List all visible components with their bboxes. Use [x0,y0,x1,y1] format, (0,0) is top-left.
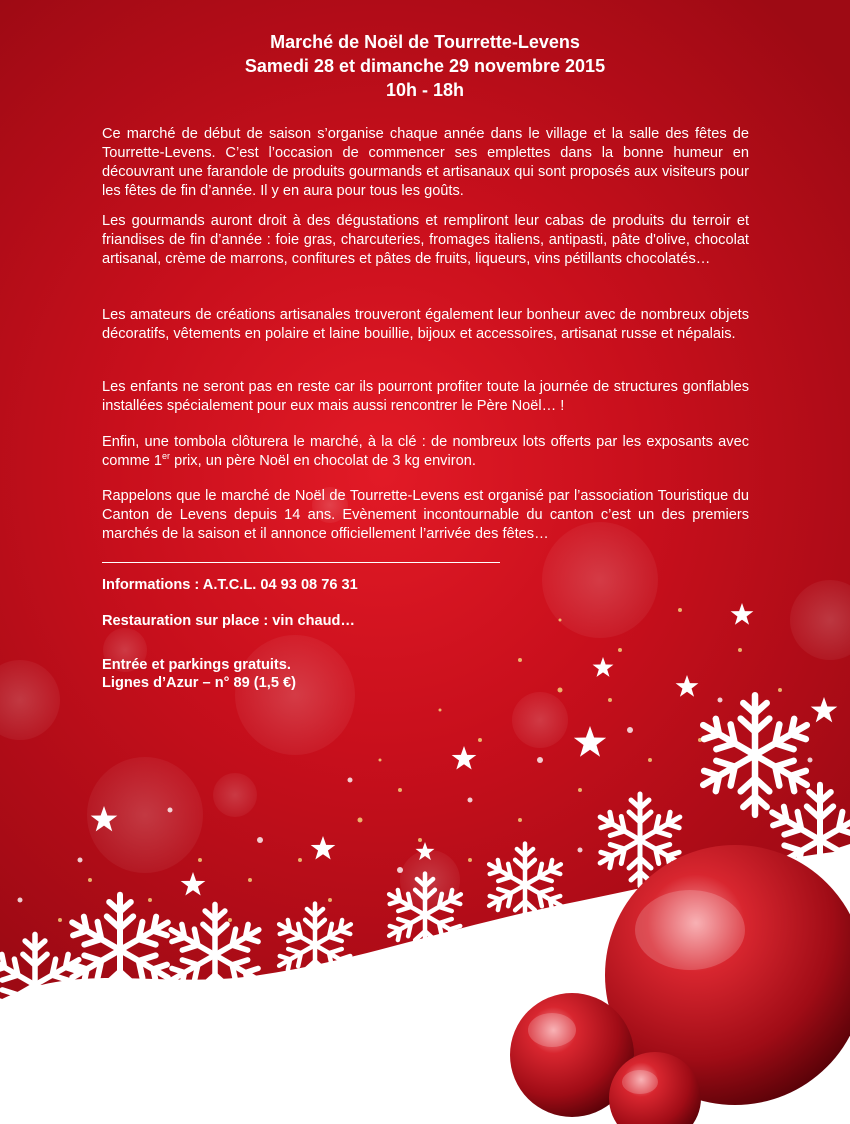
tombola-text-start: Enfin, une tombola clôturera le marché, à la clé : de nombreux lots offerts par les exposants avec comme 1 [102,434,749,469]
divider [102,562,500,563]
info-food: Restauration sur place : vin chaud… [102,613,356,629]
info-entry: Entrée et parkings gratuits. [102,657,291,673]
paragraph-crafts: Les amateurs de créations artisanales trouveront également leur bonheur avec de nombreux objets décoratifs, vêtements en polaire et laine bouillie, bijoux et accessoires, artisanat russe et népalais. [102,307,749,342]
event-title: Marché de Noël de Tourrette-Levens [270,32,580,52]
tombola-text-end: prix, un père Noël en chocolat de 3 kg environ. [170,453,476,469]
info-bus: Lignes d’Azur – n° 89 (1,5 €) [102,675,296,691]
paragraph-tombola [102,433,749,471]
event-hours: 10h - 18h [385,80,465,100]
paragraph-children: Les enfants ne seront pas en reste car ils pourront profiter toute la journée de structures gonflables installées spécialement pour eux mais aussi rencontrer le Père Noël… ! [102,379,749,414]
tombola-superscript: er [162,451,171,462]
event-dates: Samedi 28 et dimanche 29 novembre 2015 [244,56,606,76]
info-contact: Informations : A.T.C.L. 04 93 08 76 31 [102,577,358,593]
paragraph-organizer: Rappelons que le marché de Noël de Tourrette-Levens est organisé par l’association Touristique du Canton de Levens depuis 14 ans. Evènement incontournable du canton c’est un des premiers marchés de la saison et il annonce officiellement l’arrivée des fêtes… [102,488,749,542]
paragraph-intro: Ce marché de début de saison s’organise chaque année dans le village et la salle des fêtes de Tourrette-Levens. C’est l’occasion de commencer ses emplettes dans la bonne humeur en découvrant une farandole de produits gourmands et artisanaux qui sont proposés aux visiteurs pour les fêtes de fin d’année. Il y en aura pour tous les goûts. [102,126,749,199]
paragraph-gourmet: Les gourmands auront droit à des dégustations et rempliront leur cabas de produits du terroir et friandises de fin d’année : foie gras, charcuteries, fromages italiens, antipasti, pâte d'olive, chocolat artisanal, crème de marrons, confitures et pâtes de fruits, liqueurs, vins pétillants chocolatés… [102,213,749,267]
